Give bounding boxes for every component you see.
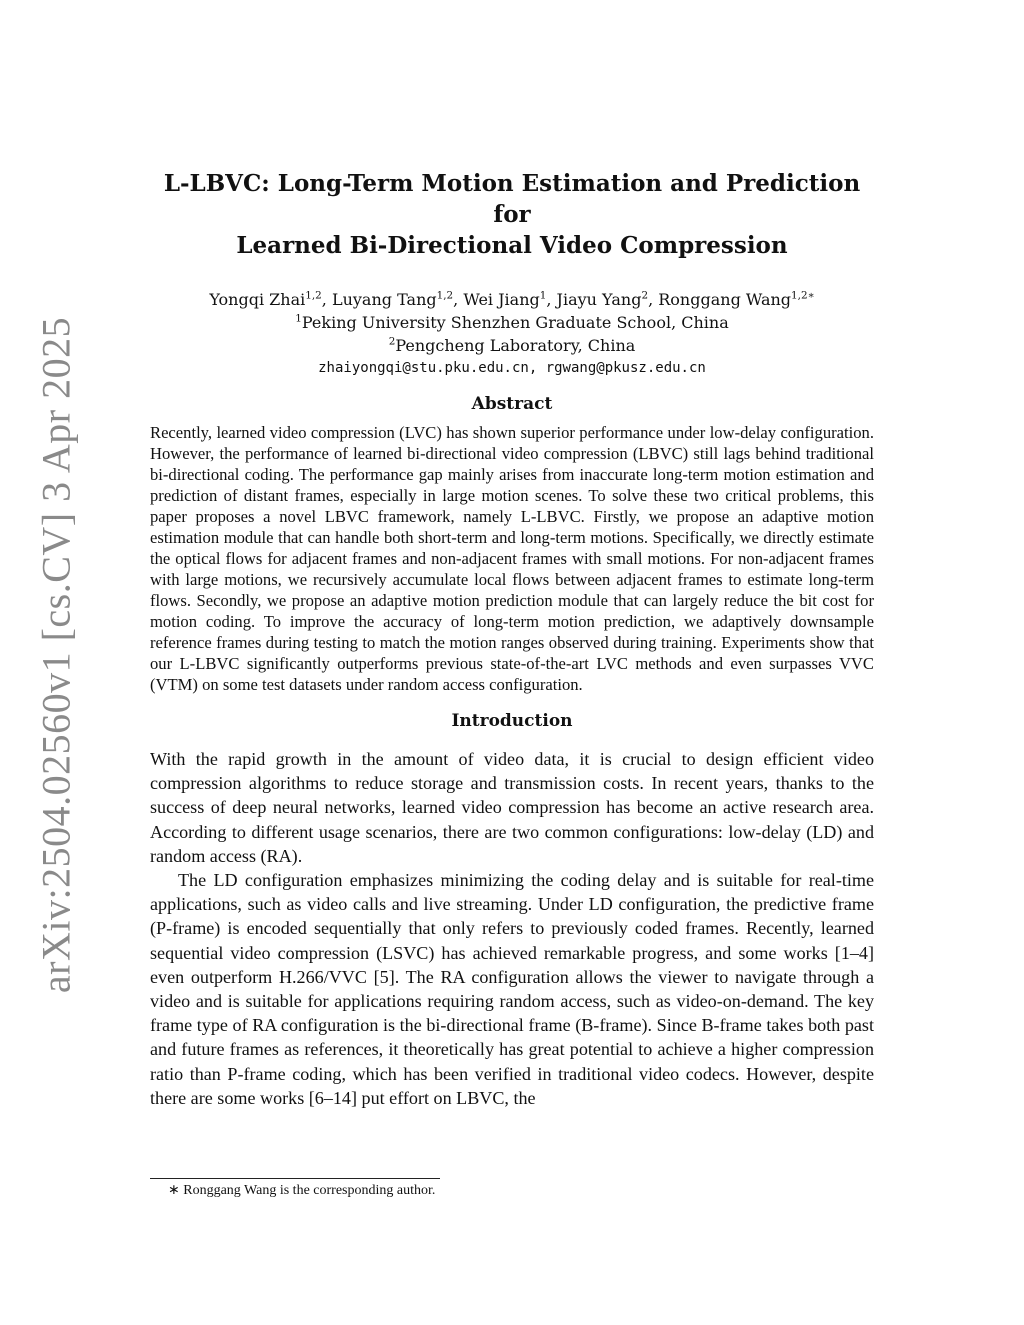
author: Luyang Tang$^{1,2}$,: [331, 289, 464, 309]
title-line-2: Learned Bi-Directional Video Compression: [236, 232, 788, 259]
author: Jiayu Yang$^2$,: [556, 289, 659, 309]
author-list: [150, 289, 874, 311]
abstract-text: Recently, learned video compression (LVC) has shown superior performance under low-delay configuration. However, the performance of learned bi-directional video compression (LBVC) still lags behind traditional bi-directional coding. The performance gap mainly arises from inaccurate long-term motion estimation and prediction of distant frames, especially in large motion scenes. To solve these two critical problems, this paper proposes a novel LBVC framework, namely L-LBVC. Firstly, we propose an adaptive motion estimation module that can handle both short-term and long-term motions. Specifically, we directly estimate the optical flows for adjacent frames and non-adjacent frames with small motions. For non-adjacent frames with large motions, we recursively accumulate local flows between adjacent frames to estimate long-term flows. Secondly, we propose an adaptive motion prediction module that can largely reduce the bit cost for motion coding. To improve the accuracy of long-term motion prediction, we adaptively downsample reference frames during testing to match the motion ranges observed during training. Experiments show that our L-LBVC significantly outperforms previous state-of-the-art LVC methods and even surpasses VVC (VTM) on some test datasets under random access configuration.: [150, 423, 874, 694]
author: Ronggang Wang$^{1,2∗}$: [658, 289, 815, 309]
footnote-marker: ∗: [168, 1183, 180, 1198]
intro-paragraph-1: With the rapid growth in the amount of video data, it is crucial to design efficient video compression algorithms to reduce storage and transmission costs. In recent years, thanks to the success of deep neural networks, learned video compression has become an active research area. According to different usage scenarios, there are two common configurations: low-delay (LD) and random access (RA).: [150, 749, 874, 866]
arxiv-identifier: arXiv:2504.02560v1 [cs.CV] 3 Apr 2025: [33, 316, 79, 994]
author: Yongqi Zhai$^{1,2}$,: [209, 289, 332, 309]
author-emails: zhaiyongqi@stu.pku.edu.cn, rgwang@pkusz.edu.cn: [318, 360, 706, 376]
abstract-heading: Abstract: [471, 394, 553, 414]
title-line-1: L-LBVC: Long-Term Motion Estimation and Prediction for: [163, 170, 861, 228]
footnote-divider: [150, 1178, 440, 1179]
author: Wei Jiang$^1$,: [463, 289, 557, 309]
affiliation: $^1$Peking University Shenzhen Graduate School, China: [295, 312, 729, 332]
footnote-text: Ronggang Wang is the corresponding author.: [183, 1183, 436, 1198]
intro-paragraph-2: The LD configuration emphasizes minimizing the coding delay and is suitable for real-time applications, such as video calls and live streaming. Under LD configuration, the predictive frame (P-frame) is encoded sequentially that only refers to previously coded frames. Recently, learned sequential video compression (LSVC) has achieved remarkable progress, and some works [1–4] even outperform H.266/VVC [5]. The RA configuration allows the viewer to navigate through a video and is suitable for applications requiring random access, such as video-on-demand. The key frame type of RA configuration is the bi-directional frame (B-frame). Since B-frame takes both past and future frames as references, it theoretically has great potential to achieve a higher compression ratio than P-frame coding, which has been verified in traditional video codecs. However, despite there are some works [6–14] put effort on LBVC, the: [150, 870, 874, 1108]
affiliation: $^2$Pengcheng Laboratory, China: [388, 335, 636, 355]
paper-title: [150, 168, 874, 261]
paper-page: [150, 168, 874, 1110]
introduction-heading: Introduction: [451, 711, 573, 731]
footnote: [168, 1182, 435, 1199]
